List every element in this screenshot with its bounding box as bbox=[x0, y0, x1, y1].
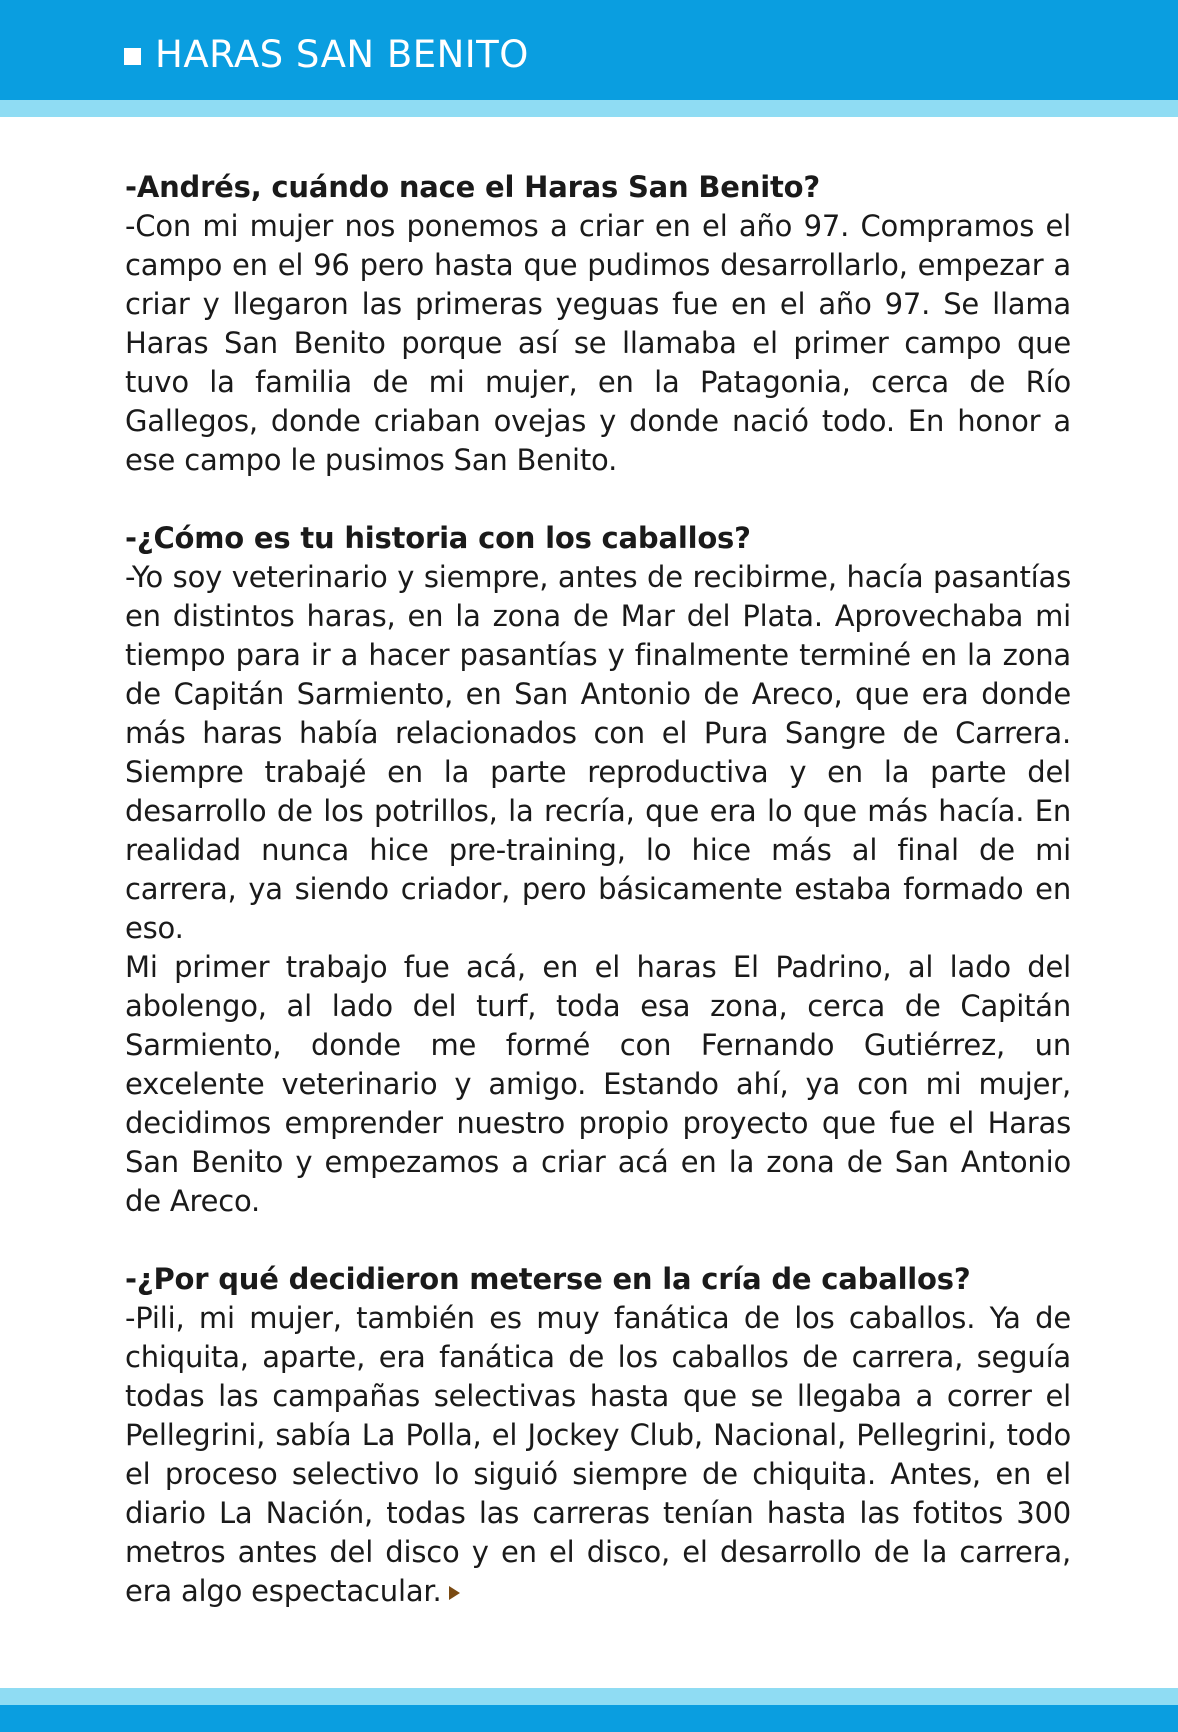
answer-paragraph: Mi primer trabajo fue acá, en el haras El Padrino, al lado del abolengo, al lado del turf, toda esa zona, cerca de Capitán Sarmiento, donde me formé con Fernando Gutiérrez, un excelente veterinario y amigo. Estando ahí, ya con mi mujer, decidimos emprender nuestro propio proyecto que fue el Haras San Benito y empezamos a criar acá en la zona de San Antonio de Areco. bbox=[125, 950, 1071, 1218]
answer-paragraph-text: -Pili, mi mujer, también es muy fanática de los caballos. Ya de chiquita, aparte, era fanática de los caballos de carrera, seguía todas las campañas selectivas hasta que se llegaba a correr el Pellegrini, sabía La Polla, el Jockey Club, Nacional, Pellegrini, todo el proceso selectivo lo siguió siempre de chiquita. Antes, en el diario La Nación, todas las carreras tenían hasta las fotitos 300 metros antes del disco y en el disco, el desarrollo de la carrera, era algo espectacular. bbox=[125, 1301, 1071, 1608]
answer-paragraph: -Con mi mujer nos ponemos a criar en el año 97. Compramos el campo en el 96 pero hasta que pudimos desarrollarlo, empezar a criar y llegaron las primeras yeguas fue en el año 97. Se llama Haras San Benito porque así se llamaba el primer campo que tuvo la familia de mi mujer, en la Patagonia, cerca de Río Gallegos, donde criaban ovejas y donde nació todo. En honor a ese campo le pusimos San Benito. bbox=[125, 209, 1071, 477]
footer-stripe bbox=[0, 1688, 1178, 1705]
header-stripe bbox=[0, 100, 1178, 117]
header-title bbox=[124, 33, 529, 76]
triangle-arrow-icon bbox=[449, 1586, 460, 1600]
section-horse-history bbox=[125, 519, 1071, 1221]
square-bullet-icon bbox=[124, 48, 141, 65]
section-haras-origin bbox=[125, 168, 1071, 480]
article-body bbox=[125, 168, 1071, 1650]
section-breeding-reason bbox=[125, 1260, 1071, 1611]
answer-paragraph: -Yo soy veterinario y siempre, antes de recibirme, hacía pasantías en distintos haras, en la zona de Mar del Plata. Aprovechaba mi tiempo para ir a hacer pasantías y finalmente terminé en la zona de Capitán Sarmiento, en San Antonio de Areco, que era donde más haras había relacionados con el Pura Sangre de Carrera. Siempre trabajé en la parte reproductiva y en la parte del desarrollo de los potrillos, la recría, que era lo que más hacía. En realidad nunca hice pre-training, lo hice más al final de mi carrera, ya siendo criador, pero básicamente estaba formado en eso. bbox=[125, 560, 1071, 945]
question-heading: -¿Por qué decidieron meterse en la cría de caballos? bbox=[125, 1262, 971, 1296]
header-title-text: HARAS SAN BENITO bbox=[155, 33, 529, 76]
question-heading: -¿Cómo es tu historia con los caballos? bbox=[125, 521, 751, 555]
question-heading: -Andrés, cuándo nace el Haras San Benito? bbox=[125, 170, 820, 204]
footer-bar bbox=[0, 1705, 1178, 1732]
answer-paragraph bbox=[125, 1299, 1071, 1611]
